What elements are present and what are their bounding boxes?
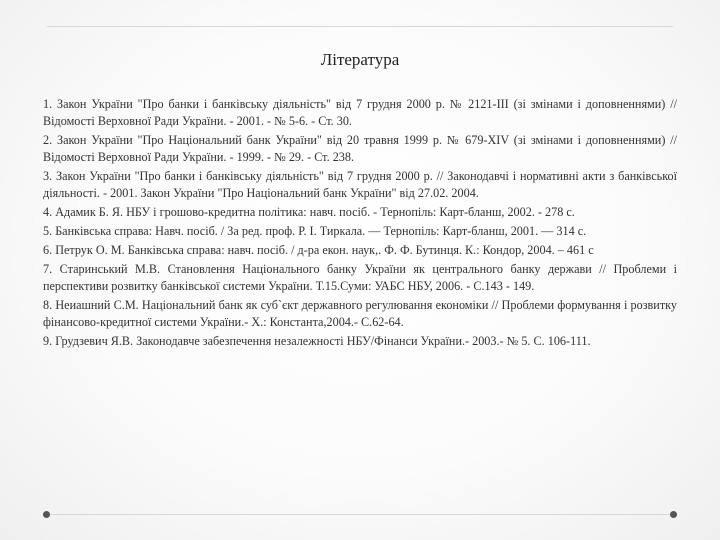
bottom-left-bullet-dot [43, 511, 50, 518]
reference-item-3: 3. Закон України "Про банки і банківську діяльність" від 7 грудня 2000 р. // Законодавчі і нормативні акти з банківської діяльності. - 2001. Закон України "Про Національний банк України" від 27.02. 2004. [43, 169, 677, 200]
reference-item-2: 2. Закон України "Про Національний банк України" від 20 травня 1999 р. № 679-XIV (зі змінами і доповненнями) // Відомості Верховної Ради України. - 1999. - № 29. - Ст. 238. [43, 133, 677, 164]
reference-item-7: 7. Старинський М.В. Становлення Національного банку України як центрального банку держави // Проблеми і перспективи розвитку банківської системи України. Т.15.Суми: УАБС НБУ, 2006. - С.143 - 149. [43, 262, 677, 293]
reference-item-6: 6. Петрук О. М. Банківська справа: навч. посіб. / д-ра екон. наук,. Ф. Ф. Бутинця. К.: Кондор, 2004. – 461 с [43, 243, 594, 257]
top-divider [47, 26, 673, 27]
bottom-right-bullet-dot [670, 511, 677, 518]
reference-item-4: 4. Адамик Б. Я. НБУ і грошово-кредитна політика: навч. посіб. - Тернопіль: Карт-бланш, 2002. - 278 с. [43, 205, 575, 219]
reference-item-9: 9. Грудзевич Я.В. Законодавче забезпечення незалежності НБУ/Фінанси України.- 2003.- № 5. С. 106-111. [43, 334, 591, 348]
reference-list [43, 96, 677, 352]
bottom-divider [47, 514, 673, 515]
page-title: Література [320, 50, 400, 69]
reference-item-5: 5. Банківська справа: Навч. посіб. / За ред. проф. Р. І. Тиркала. — Тернопіль: Карт-бланш, 2001. — 314 с. [43, 224, 587, 238]
reference-item-1: 1. Закон України "Про банки і банківську діяльність" від 7 грудня 2000 р. № 2121-ІІІ (зі змінами і доповненнями) // Відомості Верховної Ради України. - 2001. - № 5-6. - Ст. 30. [43, 97, 677, 128]
reference-item-8: 8. Неиашний С.М. Національний банк як суб`єкт державного регулювання економіки // Проблеми формування і розвитку фінансово-кредитної системи України.- Х.: Константа,2004.- С.62-64. [43, 298, 677, 329]
